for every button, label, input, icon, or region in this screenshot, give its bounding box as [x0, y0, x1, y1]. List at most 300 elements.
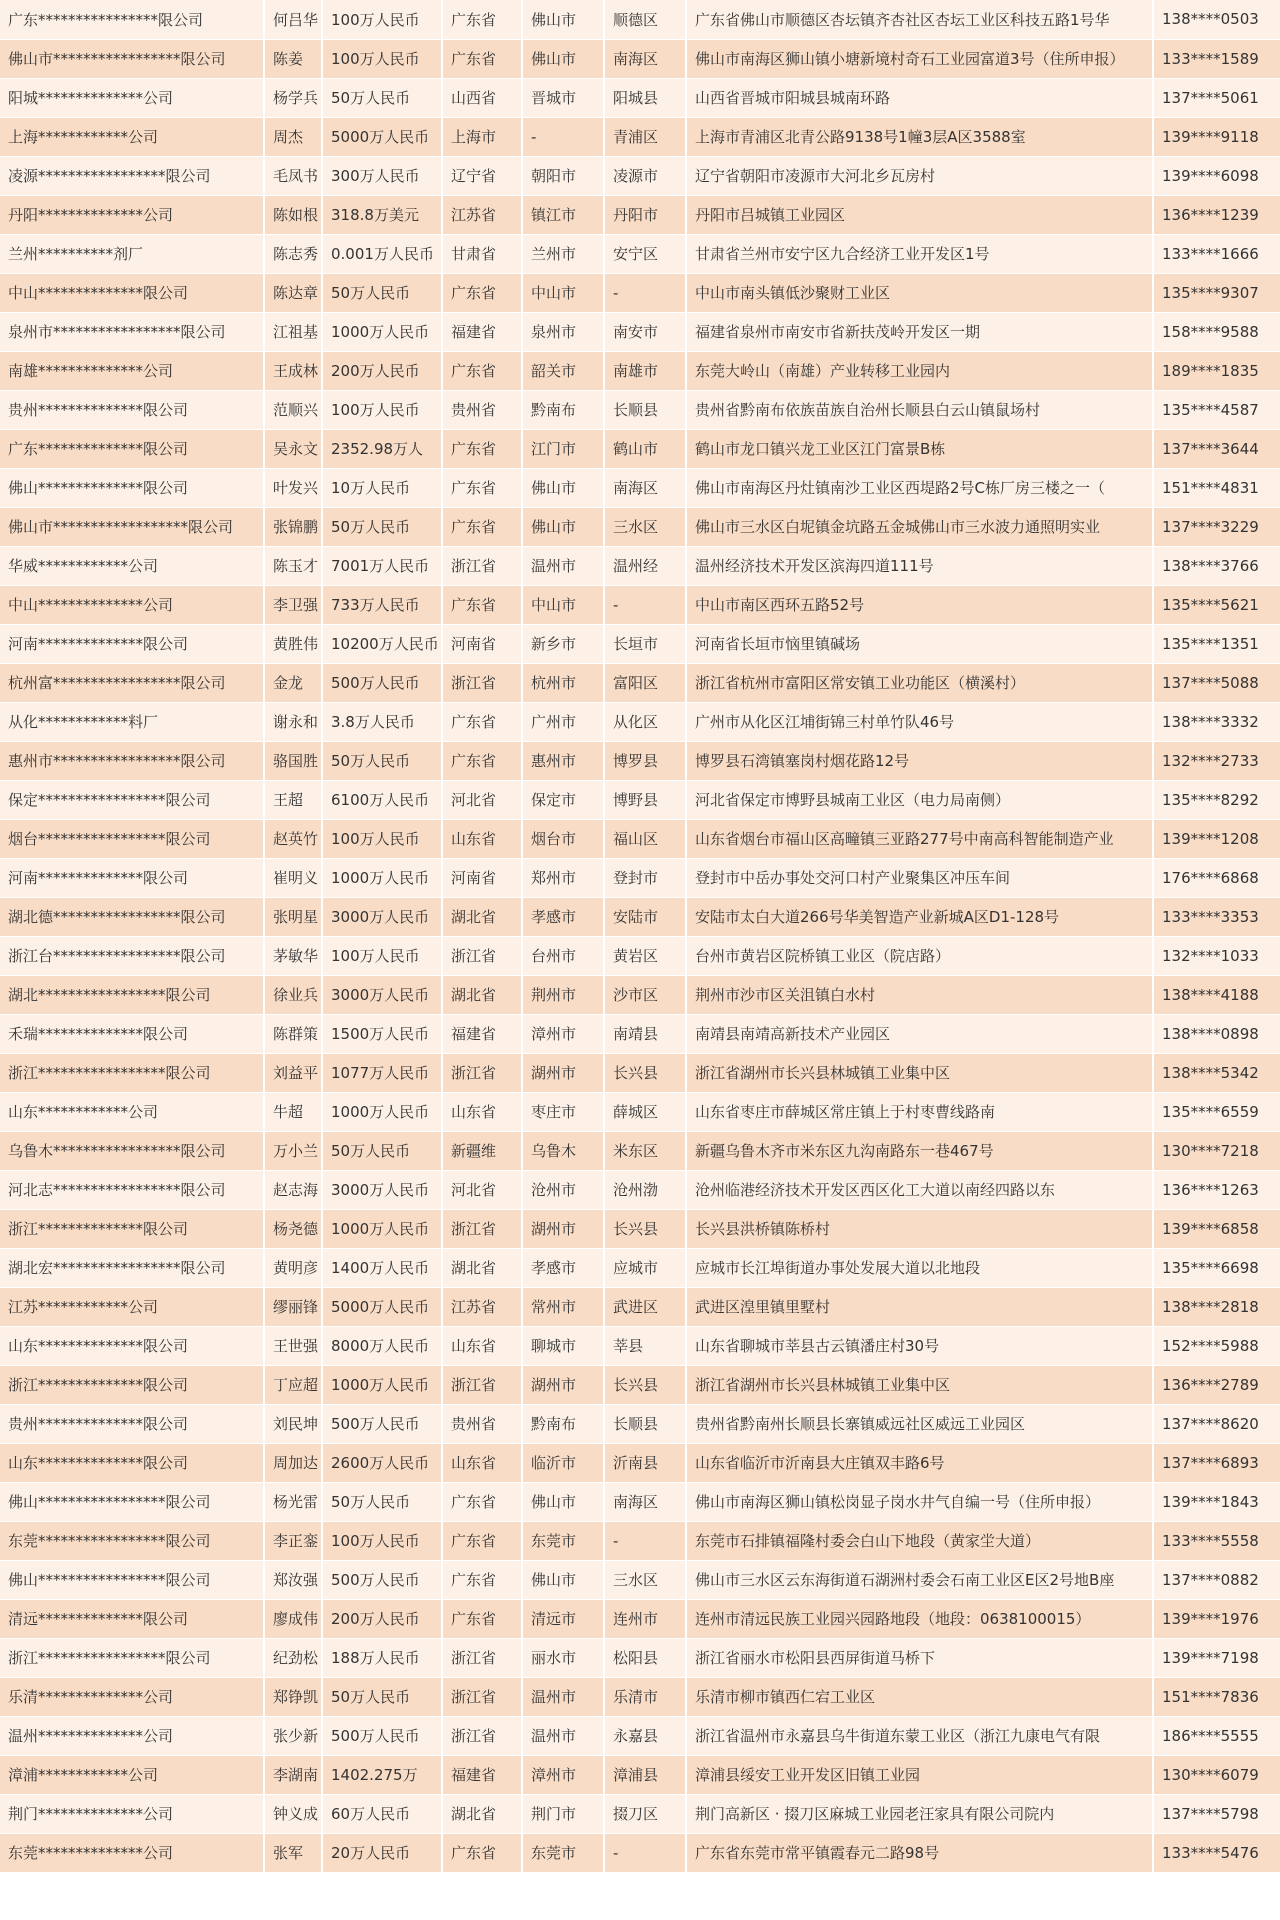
district-cell: 登封市 [604, 858, 686, 897]
district-cell: - [604, 273, 686, 312]
registered-capital-cell: 300万人民币 [322, 156, 442, 195]
phone-cell: 139****9118 [1153, 117, 1280, 156]
address-cell: 南靖县南靖高新技术产业园区 [686, 1014, 1153, 1053]
registered-capital-cell: 500万人民币 [322, 1404, 442, 1443]
table-row [0, 1014, 1280, 1053]
address-cell: 山东省枣庄市薛城区常庄镇上于村枣曹线路南 [686, 1092, 1153, 1131]
phone-cell: 151****4831 [1153, 468, 1280, 507]
company-name-cell: 乐清**************公司 [0, 1677, 264, 1716]
district-cell: 长兴县 [604, 1365, 686, 1404]
registered-capital-cell: 60万人民币 [322, 1794, 442, 1833]
district-cell: 薛城区 [604, 1092, 686, 1131]
district-cell: 南雄市 [604, 351, 686, 390]
table-row [0, 585, 1280, 624]
city-cell: 佛山市 [522, 39, 604, 78]
table-row [0, 975, 1280, 1014]
registered-capital-cell: 500万人民币 [322, 1560, 442, 1599]
province-cell: 河南省 [442, 624, 522, 663]
legal-person-cell: 毛凤书 [264, 156, 322, 195]
legal-person-cell: 王世强 [264, 1326, 322, 1365]
address-cell: 中山市南区西环五路52号 [686, 585, 1153, 624]
company-name-cell: 贵州**************限公司 [0, 1404, 264, 1443]
company-name-cell: 佛山市******************限公司 [0, 507, 264, 546]
city-cell: 镇江市 [522, 195, 604, 234]
city-cell: 湖州市 [522, 1053, 604, 1092]
phone-cell: 139****7198 [1153, 1638, 1280, 1677]
district-cell: 乐清市 [604, 1677, 686, 1716]
province-cell: 浙江省 [442, 663, 522, 702]
phone-cell: 132****1033 [1153, 936, 1280, 975]
company-name-cell: 中山**************限公司 [0, 273, 264, 312]
phone-cell: 135****8292 [1153, 780, 1280, 819]
phone-cell: 138****2818 [1153, 1287, 1280, 1326]
city-cell: 温州市 [522, 546, 604, 585]
address-cell: 中山市南头镇低沙聚财工业区 [686, 273, 1153, 312]
province-cell: 新疆维 [442, 1131, 522, 1170]
province-cell: 湖北省 [442, 897, 522, 936]
city-cell: 湖州市 [522, 1365, 604, 1404]
province-cell: 浙江省 [442, 1677, 522, 1716]
city-cell: 惠州市 [522, 741, 604, 780]
table-row [0, 468, 1280, 507]
legal-person-cell: 何吕华 [264, 0, 322, 39]
address-cell: 连州市清远民族工业园兴园路地段（地段：0638100015） [686, 1599, 1153, 1638]
legal-person-cell: 李正銮 [264, 1521, 322, 1560]
legal-person-cell: 叶发兴 [264, 468, 322, 507]
registered-capital-cell: 5000万人民币 [322, 117, 442, 156]
company-name-cell: 江苏************公司 [0, 1287, 264, 1326]
province-cell: 河南省 [442, 858, 522, 897]
table-row [0, 1287, 1280, 1326]
legal-person-cell: 李湖南 [264, 1755, 322, 1794]
province-cell: 山东省 [442, 819, 522, 858]
address-cell: 乐清市柳市镇西仁宕工业区 [686, 1677, 1153, 1716]
phone-cell: 137****0882 [1153, 1560, 1280, 1599]
district-cell: 博罗县 [604, 741, 686, 780]
province-cell: 广东省 [442, 39, 522, 78]
company-name-cell: 山东**************限公司 [0, 1443, 264, 1482]
province-cell: 河北省 [442, 1170, 522, 1209]
district-cell: 顺德区 [604, 0, 686, 39]
company-name-cell: 河南**************限公司 [0, 858, 264, 897]
registered-capital-cell: 3000万人民币 [322, 1170, 442, 1209]
registered-capital-cell: 3000万人民币 [322, 975, 442, 1014]
company-name-cell: 荆门**************公司 [0, 1794, 264, 1833]
legal-person-cell: 牛超 [264, 1092, 322, 1131]
company-name-cell: 漳浦************公司 [0, 1755, 264, 1794]
phone-cell: 137****6893 [1153, 1443, 1280, 1482]
legal-person-cell: 刘民坤 [264, 1404, 322, 1443]
table-row [0, 1521, 1280, 1560]
city-cell: 温州市 [522, 1716, 604, 1755]
registered-capital-cell: 1000万人民币 [322, 1365, 442, 1404]
company-name-cell: 浙江台*****************限公司 [0, 936, 264, 975]
district-cell: 南安市 [604, 312, 686, 351]
address-cell: 福建省泉州市南安市省新扶茂岭开发区一期 [686, 312, 1153, 351]
table-row [0, 429, 1280, 468]
district-cell: 南海区 [604, 39, 686, 78]
registered-capital-cell: 2352.98万人 [322, 429, 442, 468]
legal-person-cell: 吴永文 [264, 429, 322, 468]
phone-cell: 137****5798 [1153, 1794, 1280, 1833]
registered-capital-cell: 1000万人民币 [322, 858, 442, 897]
registered-capital-cell: 6100万人民币 [322, 780, 442, 819]
table-row [0, 312, 1280, 351]
table-row [0, 546, 1280, 585]
address-cell: 河北省保定市博野县城南工业区（电力局南侧） [686, 780, 1153, 819]
district-cell: 米东区 [604, 1131, 686, 1170]
district-cell: 南海区 [604, 1482, 686, 1521]
district-cell: 连州市 [604, 1599, 686, 1638]
district-cell: 安宁区 [604, 234, 686, 273]
table-row [0, 1677, 1280, 1716]
province-cell: 浙江省 [442, 546, 522, 585]
phone-cell: 138****5342 [1153, 1053, 1280, 1092]
table-row [0, 234, 1280, 273]
district-cell: 应城市 [604, 1248, 686, 1287]
table-row [0, 273, 1280, 312]
company-name-cell: 山东**************限公司 [0, 1326, 264, 1365]
legal-person-cell: 杨学兵 [264, 78, 322, 117]
district-cell: 长顺县 [604, 390, 686, 429]
phone-cell: 135****9307 [1153, 273, 1280, 312]
district-cell: - [604, 1833, 686, 1872]
registered-capital-cell: 5000万人民币 [322, 1287, 442, 1326]
address-cell: 浙江省温州市永嘉县乌牛街道东蒙工业区（浙江九康电气有限 [686, 1716, 1153, 1755]
registered-capital-cell: 1077万人民币 [322, 1053, 442, 1092]
company-name-cell: 河南**************限公司 [0, 624, 264, 663]
city-cell: 漳州市 [522, 1014, 604, 1053]
company-name-cell: 中山**************公司 [0, 585, 264, 624]
table-row [0, 741, 1280, 780]
legal-person-cell: 郑铮凯 [264, 1677, 322, 1716]
district-cell: 武进区 [604, 1287, 686, 1326]
district-cell: 三水区 [604, 1560, 686, 1599]
province-cell: 贵州省 [442, 1404, 522, 1443]
province-cell: 山东省 [442, 1443, 522, 1482]
table-row [0, 780, 1280, 819]
phone-cell: 138****3332 [1153, 702, 1280, 741]
address-cell: 长兴县洪桥镇陈桥村 [686, 1209, 1153, 1248]
legal-person-cell: 陈志秀 [264, 234, 322, 273]
table-row [0, 1755, 1280, 1794]
city-cell: 东莞市 [522, 1521, 604, 1560]
company-name-cell: 上海************公司 [0, 117, 264, 156]
province-cell: 广东省 [442, 1560, 522, 1599]
legal-person-cell: 陈群策 [264, 1014, 322, 1053]
legal-person-cell: 周加达 [264, 1443, 322, 1482]
province-cell: 上海市 [442, 117, 522, 156]
phone-cell: 135****5621 [1153, 585, 1280, 624]
table-row [0, 936, 1280, 975]
company-name-cell: 阳城**************公司 [0, 78, 264, 117]
company-name-cell: 湖北宏*****************限公司 [0, 1248, 264, 1287]
province-cell: 浙江省 [442, 1053, 522, 1092]
address-cell: 上海市青浦区北青公路9138号1幢3层A区3588室 [686, 117, 1153, 156]
address-cell: 浙江省杭州市富阳区常安镇工业功能区（横溪村） [686, 663, 1153, 702]
phone-cell: 135****4587 [1153, 390, 1280, 429]
district-cell: 阳城县 [604, 78, 686, 117]
province-cell: 广东省 [442, 429, 522, 468]
city-cell: 湖州市 [522, 1209, 604, 1248]
phone-cell: 137****3644 [1153, 429, 1280, 468]
phone-cell: 136****2789 [1153, 1365, 1280, 1404]
registered-capital-cell: 3000万人民币 [322, 897, 442, 936]
legal-person-cell: 张军 [264, 1833, 322, 1872]
address-cell: 广东省佛山市顺德区杏坛镇齐杏社区杏坛工业区科技五路1号华 [686, 0, 1153, 39]
legal-person-cell: 王成林 [264, 351, 322, 390]
address-cell: 丹阳市吕城镇工业园区 [686, 195, 1153, 234]
phone-cell: 158****9588 [1153, 312, 1280, 351]
city-cell: 黔南布 [522, 390, 604, 429]
table-row [0, 1833, 1280, 1872]
city-cell: 枣庄市 [522, 1092, 604, 1131]
city-cell: 晋城市 [522, 78, 604, 117]
district-cell: 黄岩区 [604, 936, 686, 975]
city-cell: 烟台市 [522, 819, 604, 858]
phone-cell: 133****5558 [1153, 1521, 1280, 1560]
city-cell: 沧州市 [522, 1170, 604, 1209]
province-cell: 广东省 [442, 0, 522, 39]
province-cell: 广东省 [442, 585, 522, 624]
legal-person-cell: 杨光雷 [264, 1482, 322, 1521]
registered-capital-cell: 733万人民币 [322, 585, 442, 624]
table-row [0, 351, 1280, 390]
registered-capital-cell: 100万人民币 [322, 1521, 442, 1560]
company-name-cell: 湖北德*****************限公司 [0, 897, 264, 936]
city-cell: 佛山市 [522, 507, 604, 546]
district-cell: 沂南县 [604, 1443, 686, 1482]
company-name-cell: 从化************料厂 [0, 702, 264, 741]
city-cell: 孝感市 [522, 897, 604, 936]
table-row [0, 702, 1280, 741]
registered-capital-cell: 100万人民币 [322, 936, 442, 975]
address-cell: 山东省聊城市莘县古云镇潘庄村30号 [686, 1326, 1153, 1365]
city-cell: 韶关市 [522, 351, 604, 390]
district-cell: 凌源市 [604, 156, 686, 195]
company-name-cell: 保定*****************限公司 [0, 780, 264, 819]
address-cell: 佛山市三水区云东海街道石湖洲村委会石南工业区E区2号地B座 [686, 1560, 1153, 1599]
table-row [0, 507, 1280, 546]
table-row [0, 78, 1280, 117]
province-cell: 浙江省 [442, 1638, 522, 1677]
province-cell: 山东省 [442, 1092, 522, 1131]
table-row [0, 1131, 1280, 1170]
company-name-cell: 惠州市*****************限公司 [0, 741, 264, 780]
address-cell: 沧州临港经济技术开发区西区化工大道以南经四路以东 [686, 1170, 1153, 1209]
legal-person-cell: 徐业兵 [264, 975, 322, 1014]
phone-cell: 138****4188 [1153, 975, 1280, 1014]
address-cell: 武进区湟里镇里墅村 [686, 1287, 1153, 1326]
address-cell: 河南省长垣市恼里镇碱场 [686, 624, 1153, 663]
province-cell: 湖北省 [442, 1794, 522, 1833]
legal-person-cell: 赵志海 [264, 1170, 322, 1209]
phone-cell: 139****6858 [1153, 1209, 1280, 1248]
address-cell: 新疆乌鲁木齐市米东区九沟南路东一巷467号 [686, 1131, 1153, 1170]
legal-person-cell: 张明星 [264, 897, 322, 936]
address-cell: 佛山市南海区狮山镇松岗显子岗水井气自编一号（住所申报） [686, 1482, 1153, 1521]
legal-person-cell: 黄明彦 [264, 1248, 322, 1287]
table-row [0, 663, 1280, 702]
address-cell: 广东省东莞市常平镇霞春元二路98号 [686, 1833, 1153, 1872]
legal-person-cell: 钟义成 [264, 1794, 322, 1833]
registered-capital-cell: 50万人民币 [322, 1131, 442, 1170]
province-cell: 广东省 [442, 1482, 522, 1521]
company-name-cell: 佛山**************限公司 [0, 468, 264, 507]
address-cell: 佛山市南海区丹灶镇南沙工业区西堤路2号C栋厂房三楼之一（ [686, 468, 1153, 507]
province-cell: 福建省 [442, 312, 522, 351]
table-row [0, 819, 1280, 858]
city-cell: 临沂市 [522, 1443, 604, 1482]
province-cell: 河北省 [442, 780, 522, 819]
table-row [0, 39, 1280, 78]
address-cell: 佛山市南海区狮山镇小塘新境村奇石工业园富道3号（住所申报） [686, 39, 1153, 78]
registered-capital-cell: 10万人民币 [322, 468, 442, 507]
registered-capital-cell: 50万人民币 [322, 1677, 442, 1716]
table-row [0, 1170, 1280, 1209]
company-name-cell: 凌源*****************限公司 [0, 156, 264, 195]
city-cell: 清远市 [522, 1599, 604, 1638]
city-cell: 朝阳市 [522, 156, 604, 195]
address-cell: 荆门高新区 · 掇刀区麻城工业园老汪家具有限公司院内 [686, 1794, 1153, 1833]
district-cell: 沙市区 [604, 975, 686, 1014]
address-cell: 登封市中岳办事处交河口村产业聚集区冲压车间 [686, 858, 1153, 897]
registered-capital-cell: 1400万人民币 [322, 1248, 442, 1287]
table-row [0, 1560, 1280, 1599]
table-row [0, 1326, 1280, 1365]
phone-cell: 130****6079 [1153, 1755, 1280, 1794]
legal-person-cell: 黄胜伟 [264, 624, 322, 663]
city-cell: 新乡市 [522, 624, 604, 663]
province-cell: 广东省 [442, 351, 522, 390]
legal-person-cell: 陈达章 [264, 273, 322, 312]
company-name-cell: 佛山*****************限公司 [0, 1482, 264, 1521]
company-name-cell: 丹阳**************公司 [0, 195, 264, 234]
address-cell: 东莞大岭山（南雄）产业转移工业园内 [686, 351, 1153, 390]
district-cell: 南海区 [604, 468, 686, 507]
company-name-cell: 华威************公司 [0, 546, 264, 585]
district-cell: 长垣市 [604, 624, 686, 663]
phone-cell: 137****5061 [1153, 78, 1280, 117]
company-name-cell: 兰州**********剂厂 [0, 234, 264, 273]
district-cell: 莘县 [604, 1326, 686, 1365]
district-cell: 博野县 [604, 780, 686, 819]
table-row [0, 1794, 1280, 1833]
province-cell: 广东省 [442, 1599, 522, 1638]
company-name-cell: 杭州富*****************限公司 [0, 663, 264, 702]
province-cell: 浙江省 [442, 1365, 522, 1404]
district-cell: 长兴县 [604, 1209, 686, 1248]
phone-cell: 138****0503 [1153, 0, 1280, 39]
phone-cell: 139****1976 [1153, 1599, 1280, 1638]
city-cell: 孝感市 [522, 1248, 604, 1287]
province-cell: 广东省 [442, 702, 522, 741]
phone-cell: 137****3229 [1153, 507, 1280, 546]
company-name-cell: 广东**************限公司 [0, 429, 264, 468]
registered-capital-cell: 7001万人民币 [322, 546, 442, 585]
table-row [0, 0, 1280, 39]
registered-capital-cell: 188万人民币 [322, 1638, 442, 1677]
registered-capital-cell: 50万人民币 [322, 78, 442, 117]
legal-person-cell: 张少新 [264, 1716, 322, 1755]
legal-person-cell: 周杰 [264, 117, 322, 156]
address-cell: 山东省临沂市沂南县大庄镇双丰路6号 [686, 1443, 1153, 1482]
table-row [0, 1365, 1280, 1404]
registered-capital-cell: 200万人民币 [322, 1599, 442, 1638]
address-cell: 浙江省湖州市长兴县林城镇工业集中区 [686, 1365, 1153, 1404]
province-cell: 山西省 [442, 78, 522, 117]
legal-person-cell: 万小兰 [264, 1131, 322, 1170]
registered-capital-cell: 50万人民币 [322, 1482, 442, 1521]
registered-capital-cell: 50万人民币 [322, 741, 442, 780]
company-name-cell: 浙江*****************限公司 [0, 1053, 264, 1092]
table-row [0, 1248, 1280, 1287]
company-name-cell: 烟台*****************限公司 [0, 819, 264, 858]
province-cell: 广东省 [442, 273, 522, 312]
province-cell: 广东省 [442, 1521, 522, 1560]
address-cell: 佛山市三水区白坭镇金坑路五金城佛山市三水波力通照明实业 [686, 507, 1153, 546]
company-name-cell: 广东****************限公司 [0, 0, 264, 39]
company-name-cell: 浙江**************限公司 [0, 1365, 264, 1404]
address-cell: 甘肃省兰州市安宁区九合经济工业开发区1号 [686, 234, 1153, 273]
company-name-cell: 佛山*****************限公司 [0, 1560, 264, 1599]
legal-person-cell: 崔明义 [264, 858, 322, 897]
phone-cell: 176****6868 [1153, 858, 1280, 897]
table-row [0, 1443, 1280, 1482]
legal-person-cell: 陈如根 [264, 195, 322, 234]
city-cell: 荆门市 [522, 1794, 604, 1833]
table-row [0, 1638, 1280, 1677]
city-cell: 乌鲁木 [522, 1131, 604, 1170]
phone-cell: 152****5988 [1153, 1326, 1280, 1365]
registered-capital-cell: 1000万人民币 [322, 1092, 442, 1131]
phone-cell: 132****2733 [1153, 741, 1280, 780]
phone-cell: 133****1666 [1153, 234, 1280, 273]
company-name-cell: 河北志*****************限公司 [0, 1170, 264, 1209]
address-cell: 荆州市沙市区关沮镇白水村 [686, 975, 1153, 1014]
registered-capital-cell: 100万人民币 [322, 0, 442, 39]
company-name-cell: 泉州市*****************限公司 [0, 312, 264, 351]
province-cell: 辽宁省 [442, 156, 522, 195]
province-cell: 贵州省 [442, 390, 522, 429]
address-cell: 漳浦县绥安工业开发区旧镇工业园 [686, 1755, 1153, 1794]
legal-person-cell: 丁应超 [264, 1365, 322, 1404]
company-name-cell: 乌鲁木*****************限公司 [0, 1131, 264, 1170]
address-cell: 安陆市太白大道266号华美智造产业新城A区D1-128号 [686, 897, 1153, 936]
registered-capital-cell: 1000万人民币 [322, 312, 442, 351]
province-cell: 广东省 [442, 507, 522, 546]
district-cell: 富阳区 [604, 663, 686, 702]
city-cell: 郑州市 [522, 858, 604, 897]
phone-cell: 135****1351 [1153, 624, 1280, 663]
company-name-cell: 温州**************公司 [0, 1716, 264, 1755]
legal-person-cell: 张锦鹏 [264, 507, 322, 546]
legal-person-cell: 茅敏华 [264, 936, 322, 975]
registered-capital-cell: 2600万人民币 [322, 1443, 442, 1482]
province-cell: 广东省 [442, 1833, 522, 1872]
address-cell: 浙江省湖州市长兴县林城镇工业集中区 [686, 1053, 1153, 1092]
registered-capital-cell: 500万人民币 [322, 663, 442, 702]
district-cell: - [604, 1521, 686, 1560]
legal-person-cell: 赵英竹 [264, 819, 322, 858]
legal-person-cell: 陈姜 [264, 39, 322, 78]
city-cell: 广州市 [522, 702, 604, 741]
legal-person-cell: 骆国胜 [264, 741, 322, 780]
address-cell: 台州市黄岩区院桥镇工业区（院店路） [686, 936, 1153, 975]
phone-cell: 137****5088 [1153, 663, 1280, 702]
address-cell: 山西省晋城市阳城县城南环路 [686, 78, 1153, 117]
district-cell: 丹阳市 [604, 195, 686, 234]
